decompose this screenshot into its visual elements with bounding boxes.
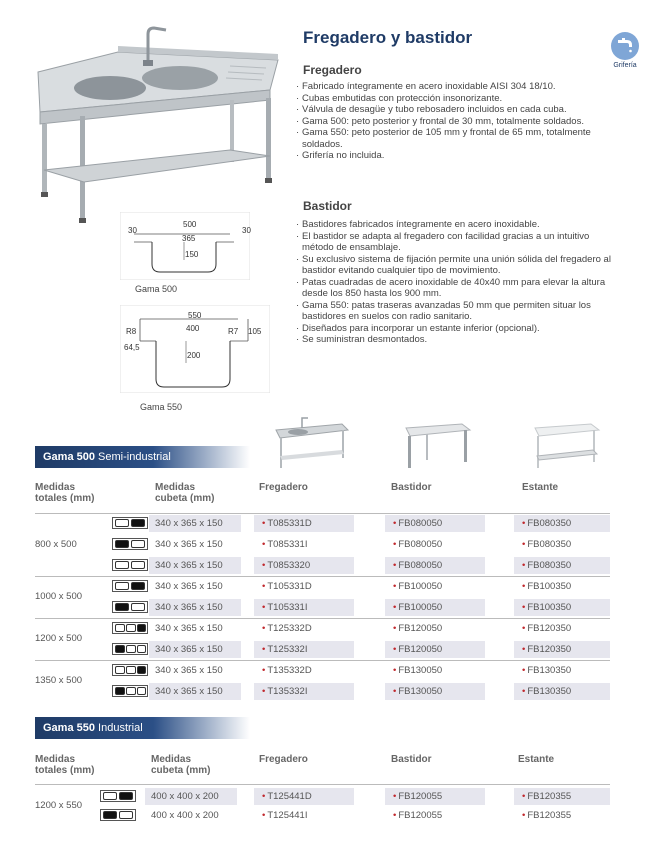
dim-550-r7: R7 (228, 327, 239, 336)
cubeta-size: 340 x 365 x 150 (155, 644, 223, 655)
medidas-totales-label: 800 x 500 (35, 538, 77, 550)
dim-550-200: 200 (187, 351, 201, 360)
sink-layout-icon (112, 622, 148, 634)
gama550-header-medidas-totales: Medidas totales (mm) (35, 754, 95, 776)
bastidor-code: • FB120050 (385, 641, 442, 658)
gama550-header-medidas-cubeta: Medidas cubeta (mm) (151, 754, 211, 776)
dim-550-total: 550 (188, 311, 202, 320)
dim-550-645: 64,5 (124, 343, 140, 352)
sink-layout-icon (100, 790, 136, 802)
bastidor-code: • FB130050 (385, 662, 442, 679)
dim-500-left: 30 (128, 226, 137, 235)
gama550-header-fregadero: Fregadero (259, 754, 308, 765)
sink-layout-icon (112, 664, 148, 676)
estante-code: • FB100350 (514, 599, 571, 616)
gama-550-bar-title: Gama 550 (43, 722, 95, 734)
bastidor-heading: Bastidor (303, 199, 352, 213)
dim-550-105: 105 (248, 327, 262, 336)
gama-500-bar (35, 446, 250, 468)
fregadero-code: • T125441I (254, 807, 307, 824)
medidas-totales-label: 1000 x 500 (35, 591, 83, 602)
bastidor-code: • FB120055 (385, 788, 442, 805)
diagram-500-label: Gama 500 (135, 284, 178, 294)
page-title: Fregadero y bastidor (303, 28, 473, 47)
bastidor-code: • FB130050 (385, 683, 442, 700)
cubeta-size: 340 x 365 x 150 (155, 560, 223, 571)
cubeta-size: 400 x 400 x 200 (151, 791, 219, 802)
cubeta-size: 340 x 365 x 150 (155, 665, 223, 676)
dim-500-right: 30 (242, 226, 251, 235)
list-item: · Gama 550: peto posterior de 105 mm y frontal de 65 mm, totalmente soldados. (296, 127, 614, 150)
dim-500-depth: 150 (185, 250, 199, 259)
gama550-header-bastidor: Bastidor (391, 754, 432, 765)
fregadero-thumbnail (272, 412, 352, 472)
fregadero-code: • T125332D (254, 620, 312, 637)
estante-code: • FB100350 (514, 578, 571, 595)
list-item: · El bastidor se adapta al fregadero con facilidad gracias a un intuitivo método de ensamblaje. (296, 231, 614, 254)
estante-code: • FB130350 (514, 683, 571, 700)
sink-layout-icon (112, 538, 148, 550)
list-item: · Cubas embutidas con protección insonorizante. (296, 93, 614, 105)
bastidor-thumbnail (396, 412, 476, 472)
list-item: · Válvula de desagüe y tubo rebosadero incluidos en cada cuba. (296, 104, 614, 116)
dim-550-400: 400 (186, 324, 200, 333)
bastidor-bullets (296, 219, 614, 346)
estante-code: • FB130350 (514, 662, 571, 679)
bastidor-code: • FB120055 (385, 807, 442, 824)
bastidor-code: • FB080050 (385, 515, 442, 532)
estante-code: • FB120355 (514, 788, 571, 805)
diagram-550-label: Gama 550 (140, 402, 183, 412)
gama500-header-bastidor: Bastidor (391, 482, 432, 493)
divider (35, 576, 610, 577)
fregadero-code: • T085331D (254, 515, 312, 532)
fregadero-heading: Fregadero (303, 63, 362, 77)
sink-layout-icon (112, 580, 148, 592)
faucet-icon (611, 32, 639, 60)
medidas-totales-label: 1200 x 550 (35, 800, 83, 811)
list-item: · Se suministran desmontados. (296, 334, 614, 346)
cubeta-size: 340 x 365 x 150 (155, 686, 223, 697)
sink-product-photo (30, 20, 285, 225)
gama500-header-fregadero: Fregadero (259, 482, 308, 493)
gama500-header-estante: Estante (522, 482, 559, 493)
sink-layout-icon (112, 685, 148, 697)
gama500-header-medidas-cubeta: Medidas cubeta (mm) (155, 482, 215, 504)
list-item: · Su exclusivo sistema de fijación permite una unión sólida del fregadero al bastidor evitando cualquier tipo de movimiento. (296, 254, 614, 277)
fregadero-code: • T105331D (254, 578, 312, 595)
gama550-header-estante: Estante (518, 754, 555, 765)
sink-layout-icon (112, 643, 148, 655)
list-item: · Fabricado íntegramente en acero inoxidable AISI 304 18/10. (296, 81, 614, 93)
list-item: · Grifería no incluida. (296, 150, 614, 162)
estante-code: • FB080350 (514, 515, 571, 532)
estante-code: • FB120350 (514, 620, 571, 637)
bastidor-code: • FB080050 (385, 557, 442, 574)
bastidor-code: • FB100050 (385, 599, 442, 616)
gama-550-bar-subtitle: Industrial (98, 722, 143, 734)
cubeta-size: 400 x 400 x 200 (151, 810, 219, 821)
estante-code: • FB080350 (514, 557, 571, 574)
fregadero-code: • T135332D (254, 662, 312, 679)
cubeta-size: 340 x 365 x 150 (155, 539, 223, 550)
divider (35, 784, 610, 785)
fregadero-code: • T085331I (254, 536, 307, 553)
gama-500-bar-title: Gama 500 (43, 451, 95, 463)
estante-code: • FB120355 (514, 807, 571, 824)
fregadero-bullets (296, 81, 614, 162)
faucet-label: Grifería (613, 62, 637, 69)
cubeta-size: 340 x 365 x 150 (155, 518, 223, 529)
gama-500-bar-subtitle: Semi-industrial (98, 451, 171, 463)
sink-layout-icon (112, 601, 148, 613)
sink-layout-icon (112, 559, 148, 571)
list-item: · Gama 500: peto posterior y frontal de 30 mm, totalmente soldados. (296, 116, 614, 128)
divider (35, 618, 610, 619)
list-item: · Bastidores fabricados íntegramente en acero inoxidable. (296, 219, 614, 231)
dim-500-basin: 365 (182, 234, 196, 243)
divider (35, 660, 610, 661)
divider (35, 513, 610, 514)
estante-code: • FB080350 (514, 536, 571, 553)
gama500-header-medidas-totales: Medidas totales (mm) (35, 482, 95, 504)
medidas-totales-label: 1200 x 500 (35, 633, 83, 644)
dim-500-total: 500 (183, 220, 197, 229)
sink-layout-icon (112, 517, 148, 529)
bastidor-code: • FB100050 (385, 578, 442, 595)
fregadero-code: • T105331I (254, 599, 307, 616)
fregadero-code: • T135332I (254, 683, 307, 700)
cubeta-size: 340 x 365 x 150 (155, 602, 223, 613)
medidas-totales-label: 1350 x 500 (35, 675, 83, 686)
cubeta-size: 340 x 365 x 150 (155, 623, 223, 634)
fregadero-code: • T125441D (254, 788, 312, 805)
bastidor-code: • FB120050 (385, 620, 442, 637)
dim-550-r8: R8 (126, 327, 137, 336)
list-item: · Diseñados para incorporar un estante inferior (opcional). (296, 323, 614, 335)
fregadero-code: • T125332I (254, 641, 307, 658)
list-item: · Gama 550: patas traseras avanzadas 50 mm que permiten situar los bastidores en suelos con radio sanitario. (296, 300, 614, 323)
list-item: · Patas cuadradas de acero inoxidable de 40x40 mm para elevar la altura desde los 850 hasta los 900 mm. (296, 277, 614, 300)
estante-code: • FB120350 (514, 641, 571, 658)
gama-550-bar (35, 717, 250, 739)
sink-layout-icon (100, 809, 136, 821)
cubeta-size: 340 x 365 x 150 (155, 581, 223, 592)
bastidor-code: • FB080050 (385, 536, 442, 553)
estante-thumbnail (525, 412, 605, 472)
fregadero-code: • T0853320 (254, 557, 310, 574)
